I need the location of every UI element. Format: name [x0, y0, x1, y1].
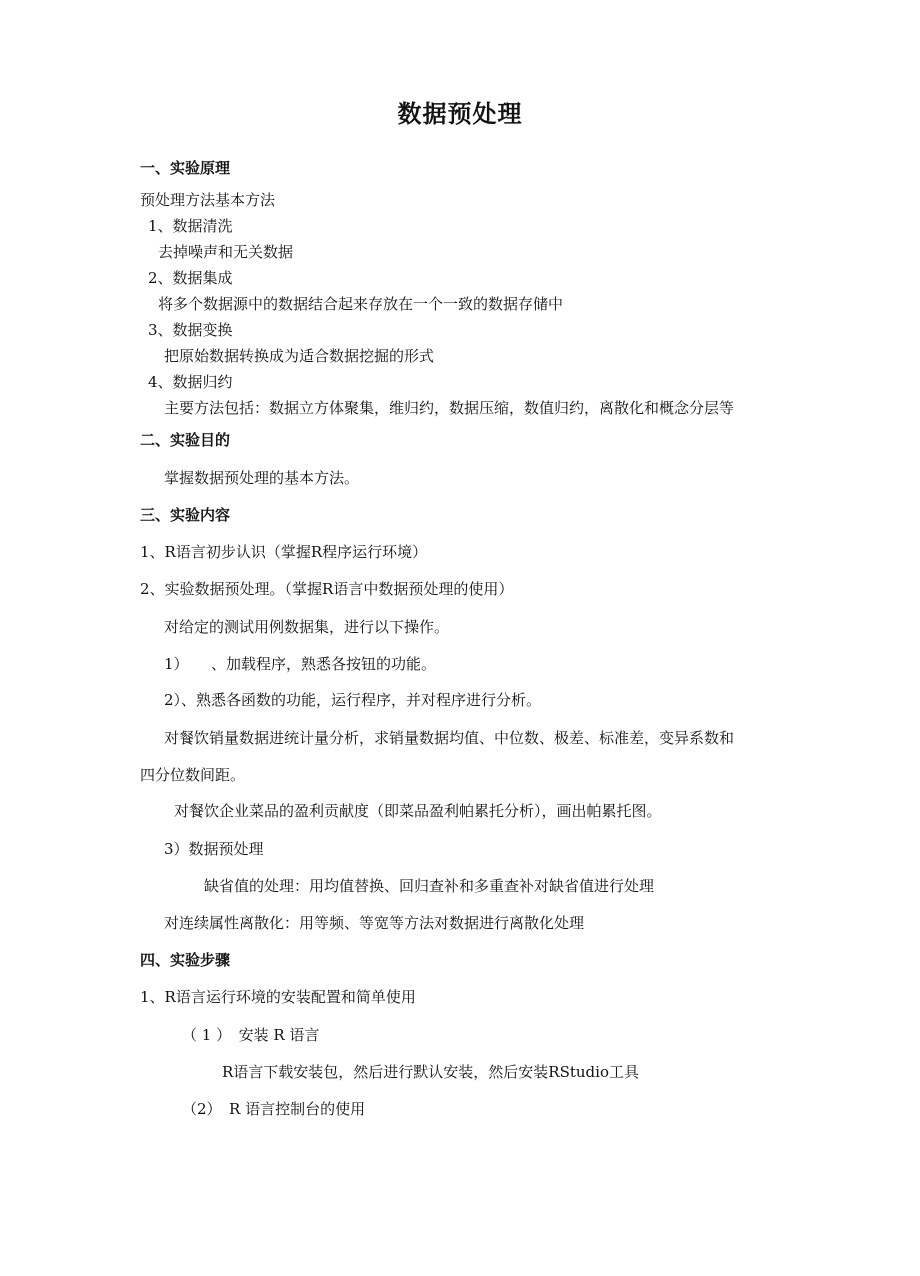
item-label: 2、数据集成 [148, 269, 233, 287]
content-step: 2）、熟悉各函数的功能，运行程序，并对程序进行分析。 [164, 691, 542, 709]
item-desc: 把原始数据转换成为适合数据挖掘的形式 [164, 347, 435, 365]
item-desc: 去掉噪声和无关数据 [158, 243, 294, 261]
item-label: 4、数据归约 [148, 373, 233, 391]
section-heading-steps: 四、实验步骤 [140, 951, 231, 969]
content-step: 3）数据预处理 [164, 840, 264, 858]
content-line: 2、实验数据预处理。（掌握R语言中数据预处理的使用） [140, 580, 514, 598]
steps-line: 1、R语言运行环境的安装配置和简单使用 [140, 988, 416, 1006]
item-desc: 将多个数据源中的数据结合起来存放在一个一致的数据存储中 [158, 295, 564, 313]
content-line: 对给定的测试用例数据集，进行以下操作。 [164, 618, 450, 636]
section-heading-principle: 一、实验原理 [140, 159, 231, 177]
steps-description: R语言下载安装包，然后进行默认安装，然后安装RStudio工具 [222, 1063, 639, 1081]
content-paragraph: 对餐饮企业菜品的盈利贡献度（即菜品盈利帕累托分析），画出帕累托图。 [174, 802, 662, 820]
steps-subheading: （ 1 ） 安装 R 语言 [182, 1026, 320, 1044]
steps-subheading: （2） R 语言控制台的使用 [182, 1100, 366, 1118]
purpose-text: 掌握数据预处理的基本方法。 [164, 469, 360, 487]
item-desc: 主要方法包括：数据立方体聚集，维归约，数据压缩，数值归约，离散化和概念分层等 [164, 399, 735, 417]
item-label: 1、数据清洗 [148, 217, 233, 235]
content-paragraph: 缺省值的处理：用均值替换、回归查补和多重查补对缺省值进行处理 [204, 877, 655, 895]
section-heading-content: 三、实验内容 [140, 506, 231, 524]
content-paragraph: 对餐饮销量数据进统计量分析，求销量数据均值、中位数、极差、标准差，变异系数和 [164, 729, 735, 747]
content-line: 1、R语言初步认识（掌握R程序运行环境） [140, 543, 428, 561]
item-label: 3、数据变换 [148, 321, 233, 339]
content-step: 1） 、加载程序，熟悉各按钮的功能。 [164, 655, 437, 673]
page-title: 数据预处理 [397, 100, 523, 128]
content-paragraph: 四分位数间距。 [140, 766, 246, 784]
content-paragraph: 对连续属性离散化：用等频、等宽等方法对数据进行离散化处理 [164, 914, 585, 932]
section-heading-purpose: 二、实验目的 [140, 431, 231, 449]
intro-text: 预处理方法基本方法 [140, 191, 276, 209]
